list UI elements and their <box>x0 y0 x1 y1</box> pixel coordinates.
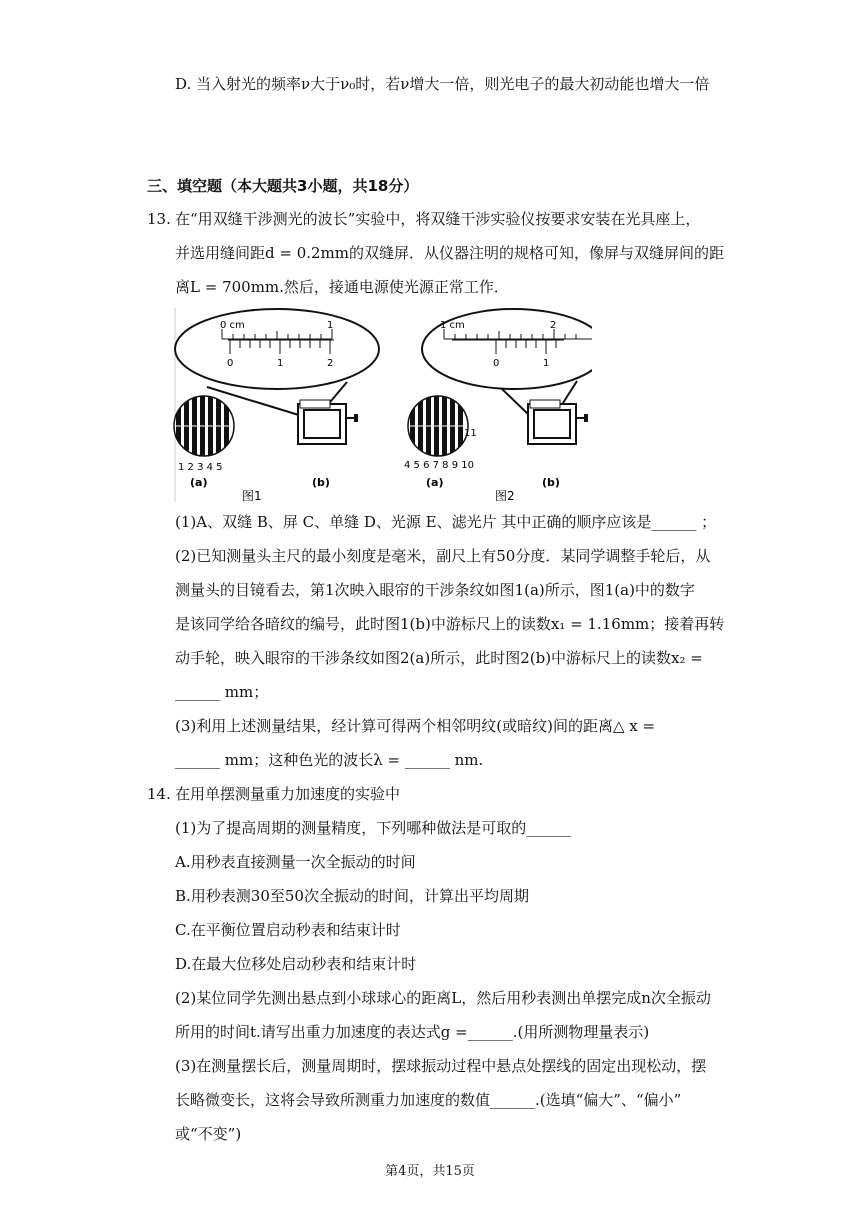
q14-line-2: (1)为了提高周期的测量精度，下列哪种做法是可取的______ <box>175 819 572 837</box>
q14-line-7: (2)某位同学先测出悬点到小球球心的距离L，然后用秒表测出单摆完成n次全振动 <box>175 989 711 1007</box>
fig2-label-a: (a) <box>426 476 444 489</box>
fig1-vernier-2: 2 <box>327 358 334 369</box>
q13-part-3-line-2: ______ mm；这种色光的波长λ = ______ nm. <box>175 751 484 769</box>
fig1-vernier-1: 1 <box>277 358 284 369</box>
q13-part-2-line-3: 是该同学给各暗纹的编号，此时图1(b)中游标尺上的读数x₁ = 1.16mm；接着再转 <box>175 615 725 633</box>
option-d: D. 当入射光的频率ν大于ν₀时，若ν增大一倍，则光电子的最大初动能也增大一倍 <box>175 75 710 93</box>
fig2-fringe-number-11: 11 <box>464 428 477 439</box>
fig1-caption: 图1 <box>242 489 262 503</box>
fig1-label-b: (b) <box>312 476 330 489</box>
q13-part-2-line-2: 测量头的目镜看去，第1次映入眼帘的干涉条纹如图1(a)所示，图1(a)中的数字 <box>175 581 695 599</box>
q14-line-10: 长略微变长，这将会导致所测重力加速度的数值______.(选填“偏大”、“偏小” <box>175 1091 682 1109</box>
fig1-magnifier-bubble <box>175 309 379 389</box>
q14-option-b: B.用秒表测30至50次全振动的时间，计算出平均周期 <box>175 887 529 905</box>
page-footer: 第4页，共15页 <box>385 1164 475 1179</box>
q14-line-9: (3)在测量摆长后，测量周期时，摆球振动过程中悬点处摆线的固定出现松动，摆 <box>175 1057 707 1075</box>
fig1-main-unit: 0 cm <box>220 320 245 331</box>
q13-stem-line-2: 并选用缝间距d = 0.2mm的双缝屏．从仪器注明的规格可知，像屏与双缝屏间的距 <box>175 244 725 262</box>
q14-line-8: 所用的时间t.请写出重力加速度的表达式g =______.(用所测物理量表示) <box>175 1023 650 1041</box>
q14-option-a: A.用秒表直接测量一次全振动的时间 <box>175 853 416 871</box>
fig1-measuring-head <box>298 400 358 489</box>
fig2-main-unit: 1 cm <box>440 320 465 331</box>
fig2-label-b: (b) <box>542 476 560 489</box>
q13-number: 13. <box>147 210 171 228</box>
q13-part-3-line-1: (3)利用上述测量结果，经计算可得两个相邻明纹(或暗纹)间的距离△ x = <box>175 717 656 735</box>
fig2-fringe-numbers: 4 5 6 7 8 9 10 <box>404 460 474 471</box>
fig2-fringe-circle <box>404 394 477 489</box>
q13-part-1: (1)A、双缝 B、屏 C、单缝 D、光源 E、滤光片 其中正确的顺序应该是______ ； <box>175 513 717 531</box>
fig1-fringe-circle <box>172 394 236 489</box>
fig1-label-a: (a) <box>190 476 208 489</box>
q13-part-2-line-5: ______ mm； <box>175 683 269 701</box>
q14-option-c: C.在平衡位置启动秒表和结束计时 <box>175 921 401 939</box>
q14-number: 14. <box>147 785 171 803</box>
q13-stem-line-1: 在“用双缝干涉测光的波长”实验中，将双缝干涉实验仪按要求安装在光具座上， <box>175 210 701 228</box>
q13-part-2-line-1: (2)已知测量头主尺的最小刻度是毫米，副尺上有50分度．某同学调整手轮后，从 <box>175 547 711 565</box>
q13-part-2-line-4: 动手轮，映入眼帘的干涉条纹如图2(a)所示，此时图2(b)中游标尺上的读数x₂ = <box>175 649 703 667</box>
section-title: 三、填空题（本大题共3小题，共18分） <box>147 177 419 195</box>
fig2-vernier-1: 1 <box>543 358 550 369</box>
fig2-caption: 图2 <box>495 489 515 503</box>
fig2-main-end: 2 <box>550 320 557 331</box>
fig1-vernier-0: 0 <box>227 358 234 369</box>
interference-figure <box>172 304 592 504</box>
q14-option-d: D.在最大位移处启动秒表和结束计时 <box>175 955 417 973</box>
fig1-fringe-numbers: 1 2 3 4 5 <box>178 462 223 473</box>
fig2-measuring-head <box>528 400 588 489</box>
fig2-vernier-0: 0 <box>493 358 500 369</box>
q13-stem-line-3: 离L = 700mm.然后，接通电源使光源正常工作． <box>175 278 509 296</box>
q14-line-11: 或“不变”) <box>175 1125 242 1143</box>
fig1-main-end: 1 <box>327 320 334 331</box>
q14-line-1: 在用单摆测量重力加速度的实验中 <box>175 785 401 803</box>
